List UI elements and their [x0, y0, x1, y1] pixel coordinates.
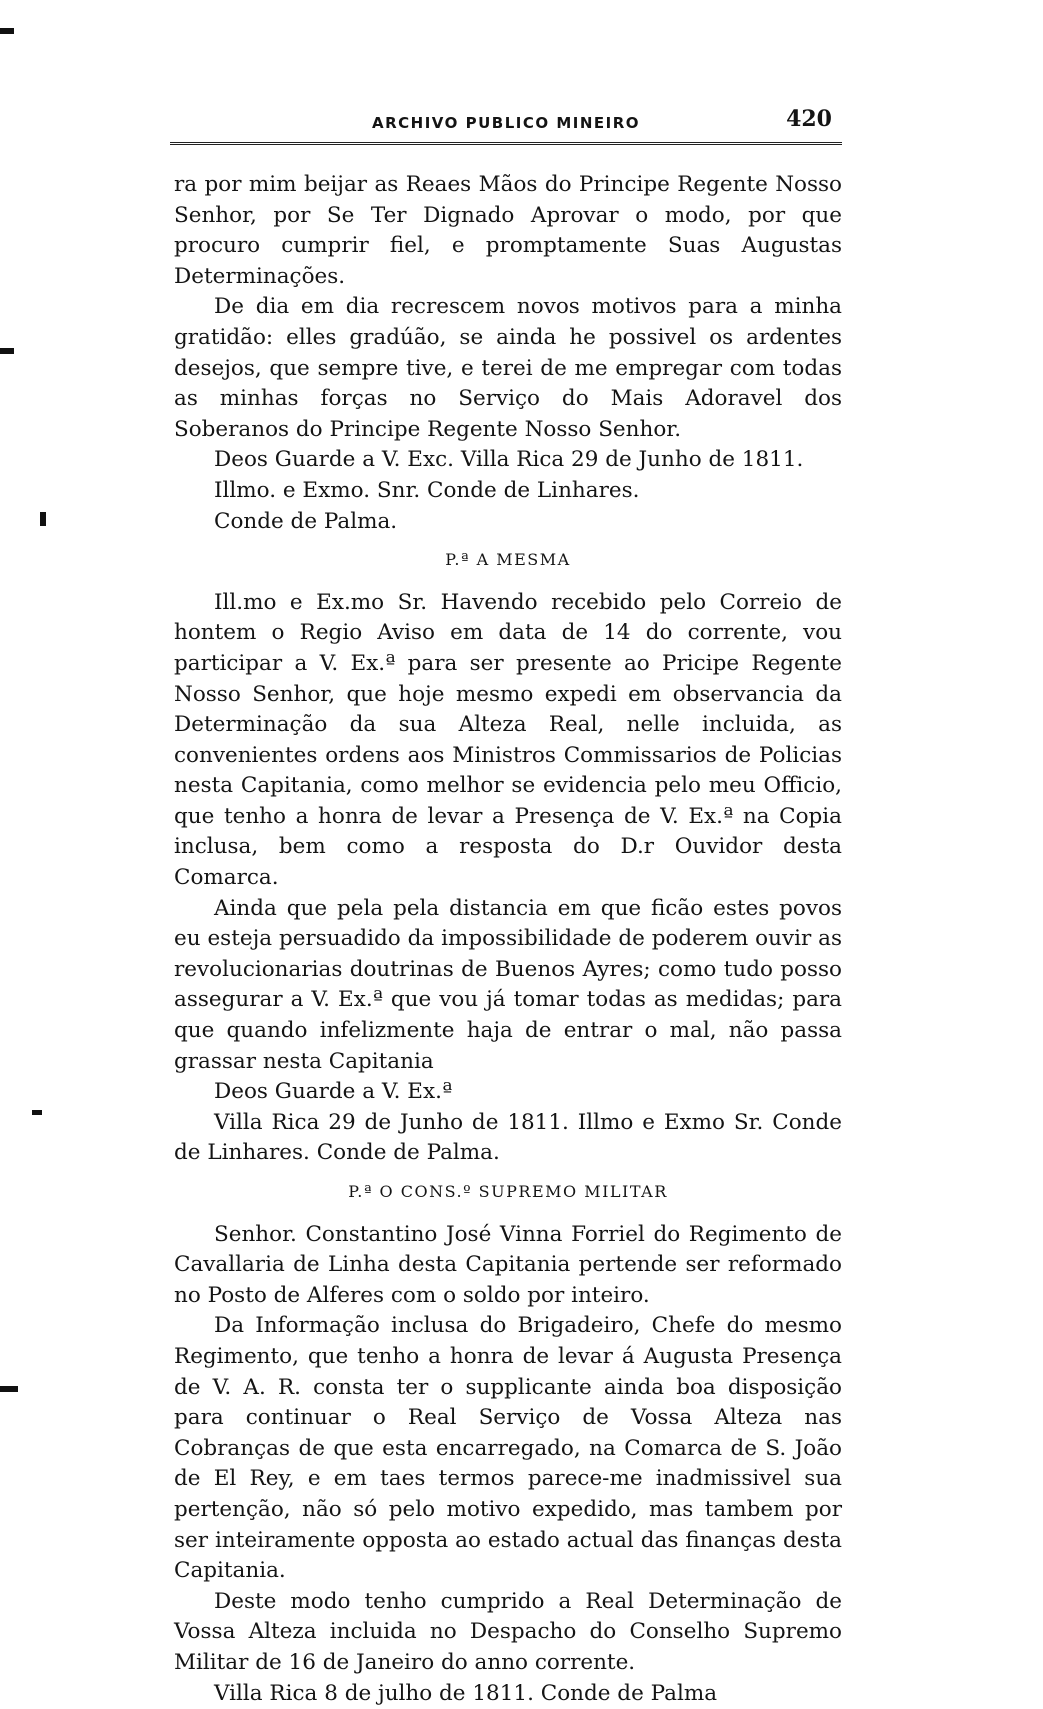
paragraph: ra por mim beijar as Reaes Mãos do Principe Regente Nosso Senhor, por Se Ter Dignado Aprovar o modo, por que procuro cumprir fiel, e promptamente Suas Augustas Determinações. — [174, 170, 842, 292]
paragraph: Villa Rica 29 de Junho de 1811. Illmo e Exmo Sr. Conde de Linhares. Conde de Palma. — [174, 1108, 842, 1169]
header-title: ARCHIVO PUBLICO MINEIRO — [168, 114, 844, 132]
margin-mark — [0, 1386, 18, 1392]
document-body — [174, 170, 842, 1709]
paragraph: Ill.mo e Ex.mo Sr. Havendo recebido pelo Correio de hontem o Regio Aviso em data de 14 do corrente, vou participar a V. Ex.ª para ser presente ao Pricipe Regente Nosso Senhor, que hoje mesmo expedi em observancia da Determinação da sua Alteza Real, nelle incluida, as convenientes ordens aos Ministros Commissarios de Policias nesta Capitania, como melhor se evidencia pelo meu Officio, que tenho a honra de levar a Presença de V. Ex.ª na Copia inclusa, bem como a resposta do D.r Ouvidor desta Comarca. — [174, 588, 842, 894]
margin-mark — [0, 28, 14, 34]
section-heading: P.ª O CONS.º SUPREMO MILITAR — [174, 1177, 842, 1208]
signature: Villa Rica 8 de julho de 1811. Conde de Palma — [174, 1679, 842, 1709]
paragraph: Deos Guarde a V. Ex.ª — [174, 1077, 842, 1108]
margin-mark — [32, 1110, 42, 1115]
page-number: 420 — [786, 106, 832, 132]
paragraph: Illmo. e Exmo. Snr. Conde de Linhares. — [174, 476, 842, 507]
paragraph: Senhor. Constantino José Vinna Forriel do Regimento de Cavallaria de Linha desta Capitania pertende ser reformado no Posto de Alferes com o soldo por inteiro. — [174, 1220, 842, 1312]
header-rule — [170, 142, 842, 145]
paragraph: Deste modo tenho cumprido a Real Determinação de Vossa Alteza incluida no Despacho do Conselho Supremo Militar de 16 de Janeiro do anno corrente. — [174, 1587, 842, 1679]
paragraph: Ainda que pela pela distancia em que ficão estes povos eu esteja persuadido da impossibilidade de poderem ouvir as revolucionarias doutrinas de Buenos Ayres; como tudo posso assegurar a V. Ex.ª que vou já tomar todas as medidas; para que quando infelizmente haja de entrar o mal, não passa grassar nesta Capitania — [174, 894, 842, 1078]
margin-mark — [40, 512, 46, 526]
running-header — [168, 104, 844, 144]
paragraph: Da Informação inclusa do Brigadeiro, Chefe do mesmo Regimento, que tenho a honra de levar á Augusta Presença de V. A. R. consta ter o supplicante ainda boa disposição para continuar o Real Serviço de Vossa Alteza nas Cobranças de que esta encarregado, na Comarca de S. João de El Rey, e em taes termos parece-me inadmissivel sua pertenção, não só pelo motivo expedido, mas tambem por ser inteiramente opposta ao estado actual das finanças desta Capitania. — [174, 1311, 842, 1586]
section-heading: P.ª A MESMA — [174, 545, 842, 576]
signature: Conde de Palma. — [174, 507, 842, 538]
paragraph: Deos Guarde a V. Exc. Villa Rica 29 de Junho de 1811. — [174, 445, 842, 476]
paragraph: De dia em dia recrescem novos motivos para a minha gratidão: elles gradúão, se ainda he possivel os ardentes desejos, que sempre tive, e terei de me empregar com todas as minhas forças no Serviço do Mais Adoravel dos Soberanos do Principe Regente Nosso Senhor. — [174, 292, 842, 445]
margin-mark — [0, 348, 14, 354]
